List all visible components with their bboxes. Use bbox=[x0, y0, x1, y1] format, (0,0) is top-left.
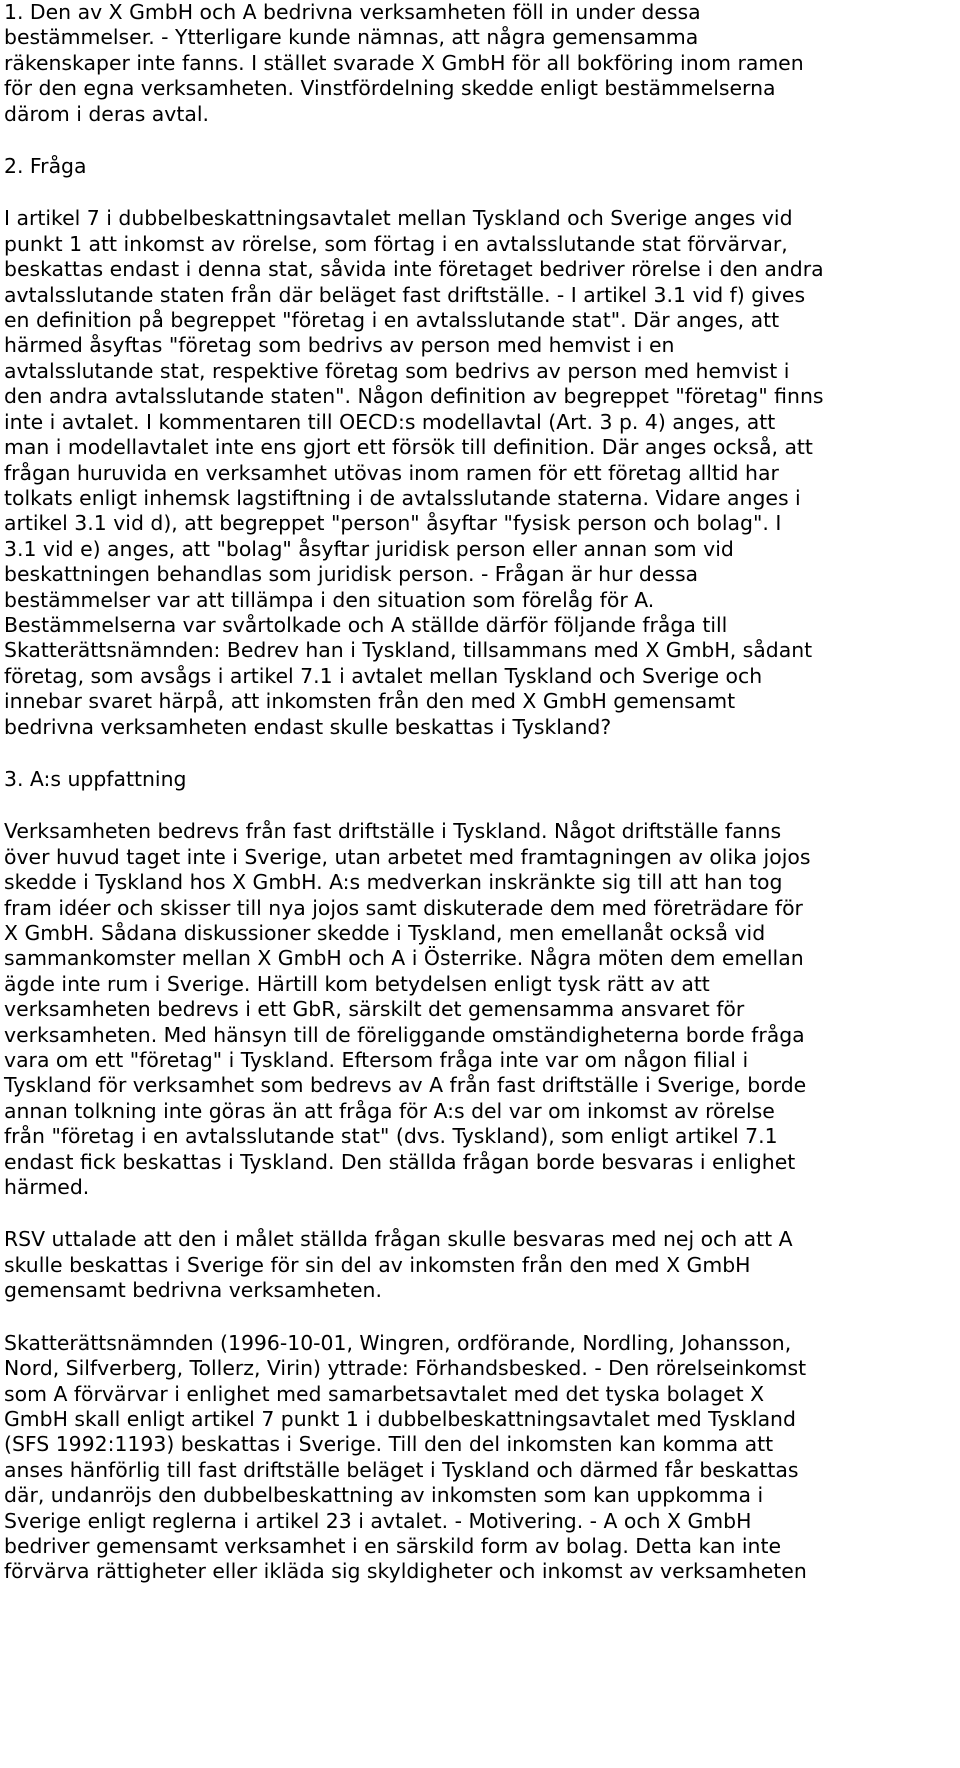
spacer bbox=[4, 1304, 956, 1331]
section-3-heading: 3. A:s uppfattning bbox=[4, 766, 187, 791]
section-2-heading: 2. Fråga bbox=[4, 154, 87, 179]
rsv-paragraph: RSV uttalade att den i målet ställda frågan skulle besvaras med nej och att A skulle beskattas i Sverige för sin del av inkomsten från den med X GmbH gemensamt bedrivna verksamheten. bbox=[4, 1227, 793, 1303]
spacer bbox=[4, 1200, 956, 1227]
section-3-paragraph: Verksamheten bedrevs från fast driftställe i Tyskland. Något driftställe fanns över huvud taget inte i Sverige, utan arbetet med framtagningen av olika jojos skedde i Tyskland hos X GmbH. A:s medverkan inskränkte sig till att han tog fram idéer och skisser till nya jojos samt diskuterade dem med företrädare för X GmbH. Sådana diskussioner skedde i Tyskland, men emellanåt också vid sammankomster mellan X GmbH och A i Österrike. Några möten dem emellan ägde inte rum i Sverige. Härtill kom betydelsen enligt tysk rätt av att verksamheten bedrevs i ett GbR, särskilt det gemensamma ansvaret för verksamheten. Med hänsyn till de föreliggande omständigheterna borde fråga vara om ett "företag" i Tyskland. Eftersom fråga inte var om någon filial i Tyskland för verksamhet som bedrevs av A från fast driftställe i Sverige, borde annan tolkning inte göras än att fråga för A:s del var om inkomst av rörelse från "företag i en avtalsslutande stat" (dvs. Tyskland), som enligt artikel 7.1 endast fick beskattas i Tyskland. Den ställda frågan borde besvaras i enlighet härmed. bbox=[4, 819, 811, 1200]
intro-paragraph: 1. Den av X GmbH och A bedrivna verksamheten föll in under dessa bestämmelser. - Ytterligare kunde nämnas, att några gemensamma räkenskaper inte fanns. I stället svarade X GmbH för all bokföring inom ramen för den egna verksamheten. Vinstfördelning skedde enligt bestämmelserna därom i deras avtal. bbox=[4, 0, 804, 126]
spacer bbox=[4, 179, 956, 206]
spacer bbox=[4, 740, 956, 767]
spacer bbox=[4, 792, 956, 819]
section-2-paragraph: I artikel 7 i dubbelbeskattningsavtalet mellan Tyskland och Sverige anges vid punkt 1 att inkomst av rörelse, som förtag i en avtalsslutande stat förvärvar, beskattas endast i denna stat, såvida inte företaget bedriver rörelse i den andra avtalsslutande staten från där beläget fast driftställe. - I artikel 3.1 vid f) gives en definition på begreppet "företag i en avtalsslutande stat". Där anges, att härmed åsyftas "företag som bedrivs av person med hemvist i en avtalsslutande stat, respektive företag som bedrivs av person med hemvist i den andra avtalsslutande staten". Någon definition av begreppet "företag" finns inte i avtalet. I kommentaren till OECD:s modellavtal (Art. 3 p. 4) anges, att man i modellavtalet inte ens gjort ett försök till definition. Där anges också, att frågan huruvida en verksamhet utövas inom ramen för ett företag alltid har tolkats enligt inhemsk lagstiftning i de avtalsslutande staterna. Vidare anges i artikel 3.1 vid d), att begreppet "person" åsyftar "fysisk person och bolag". I 3.1 vid e) anges, att "bolag" åsyftar juridisk person eller annan som vid beskattningen behandlas som juridisk person. - Frågan är hur dessa bestämmelser var att tillämpa i den situation som förelåg för A. Bestämmelserna var svårtolkade och A ställde därför följande fråga till Skatterättsnämnden: Bedrev han i Tyskland, tillsammans med X GmbH, sådant företag, som avsågs i artikel 7.1 i avtalet mellan Tyskland och Sverige och innebar svaret härpå, att inkomsten från den med X GmbH gemensamt bedrivna verksamheten endast skulle beskattas i Tyskland? bbox=[4, 206, 824, 739]
ruling-paragraph: Skatterättsnämnden (1996-10-01, Wingren, ordförande, Nordling, Johansson, Nord, Silfverberg, Tollerz, Virin) yttrade: Förhandsbesked. - Den rörelseinkomst som A förvärvar i enlighet med samarbetsavtalet med det tyska bolaget X GmbH skall enligt artikel 7 punkt 1 i dubbelbeskattningsavtalet med Tyskland (SFS 1992:1193) beskattas i Sverige. Till den del inkomsten kan komma att anses hänförlig till fast driftställe beläget i Tyskland och därmed får beskattas där, undanröjs den dubbelbeskattning av inkomsten som kan uppkomma i Sverige enligt reglerna i artikel 23 i avtalet. - Motivering. - A och X GmbH bedriver gemensamt verksamhet i en särskild form av bolag. Detta kan inte förvärva rättigheter eller ikläda sig skyldigheter och inkomst av verksamheten bbox=[4, 1330, 807, 1584]
spacer bbox=[4, 127, 956, 154]
